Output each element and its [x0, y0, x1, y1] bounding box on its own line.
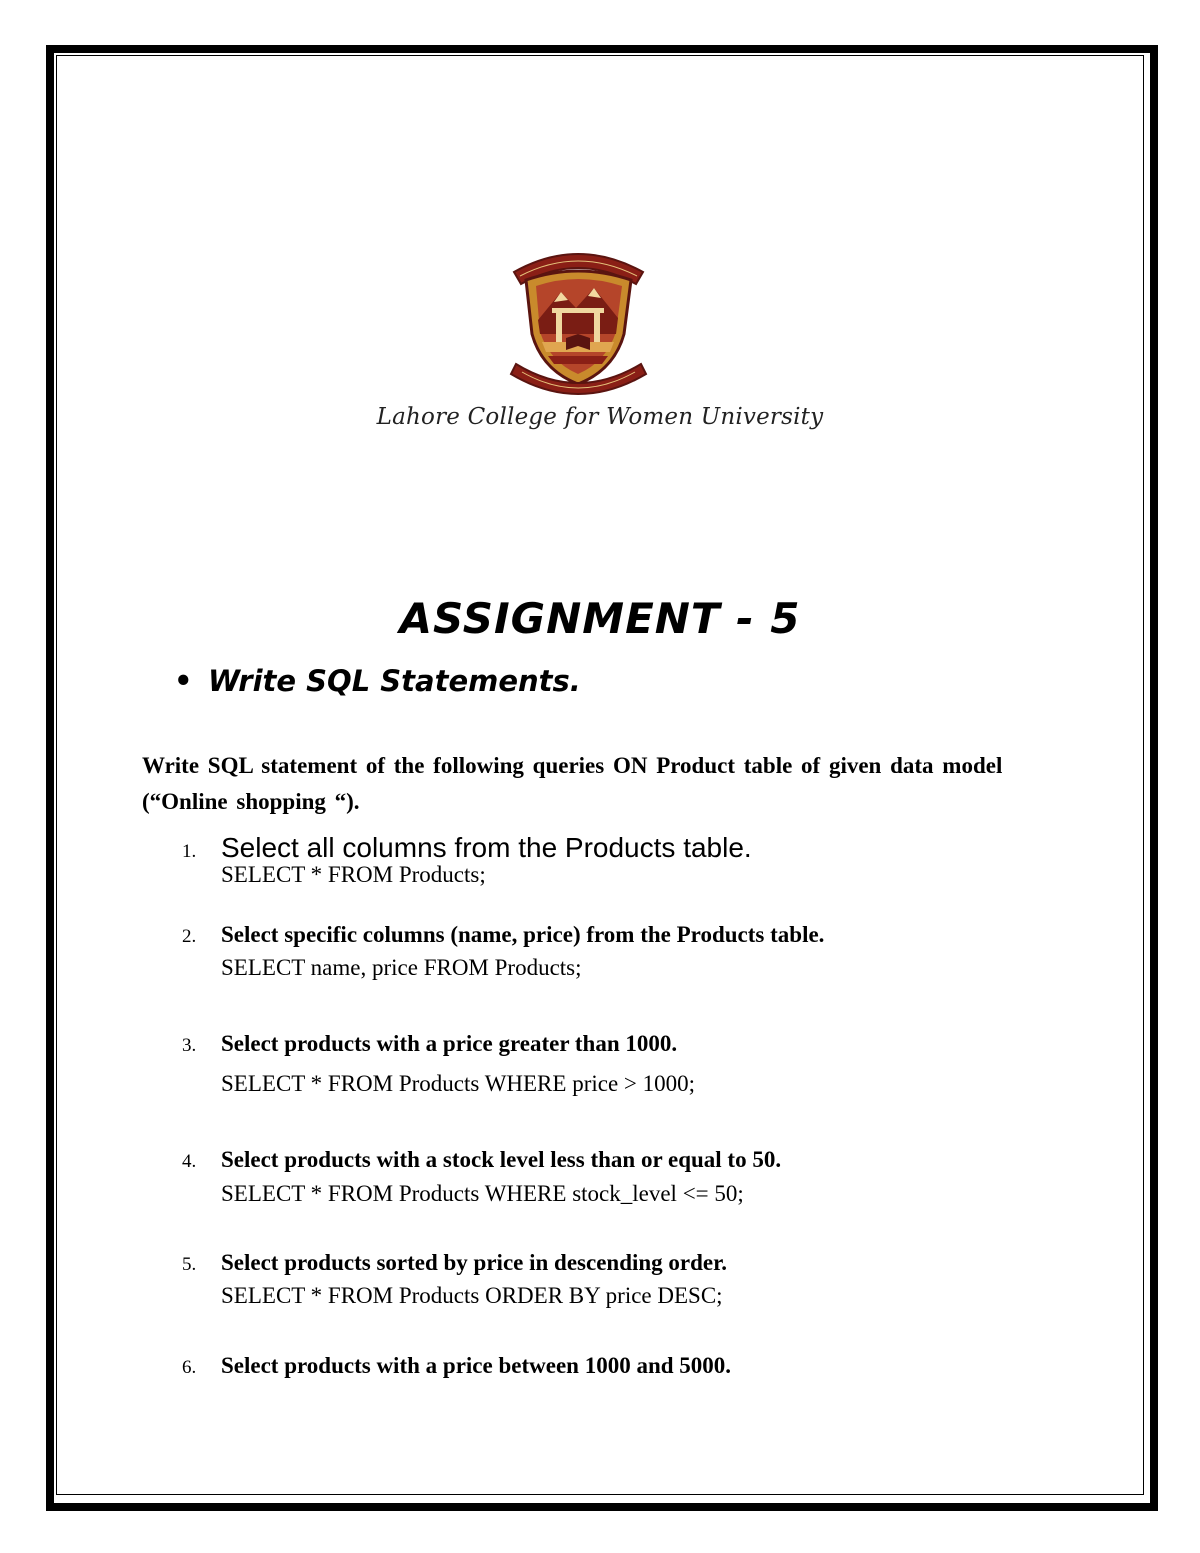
question-text: Select products with a price greater than 1000. — [221, 1031, 678, 1056]
question-number: 6. — [182, 1357, 197, 1378]
question-text: Select specific columns (name, price) from the Products table. — [221, 922, 825, 947]
question-text: Select products with a price between 1000 and 5000. — [221, 1353, 732, 1378]
question-number: 5. — [182, 1254, 197, 1275]
sql-answer: SELECT * FROM Products ORDER BY price DESC; — [221, 1283, 723, 1308]
intro-paragraph: Write SQL statement of the following queries ON Product table of given data model (“Online shopping “). — [142, 753, 1003, 814]
question-text: Select all columns from the Products table. — [221, 832, 752, 863]
question-number: 3. — [182, 1035, 197, 1056]
university-name: Lahore College for Women University — [376, 404, 824, 430]
question-number: 1. — [182, 841, 197, 862]
bullet-text: Write SQL Statements. — [208, 664, 581, 698]
university-crest-icon — [506, 242, 651, 398]
bullet-icon: • — [174, 664, 193, 698]
question-number: 2. — [182, 926, 197, 947]
question-text: Select products with a stock level less than or equal to 50. — [221, 1147, 782, 1172]
assignment-title: ASSIGNMENT - 5 — [399, 594, 801, 643]
sql-answer: SELECT * FROM Products WHERE price > 1000; — [221, 1071, 696, 1096]
sql-answer: SELECT * FROM Products WHERE stock_level <= 50; — [221, 1181, 744, 1206]
question-text: Select products sorted by price in descending order. — [221, 1250, 727, 1275]
question-number: 4. — [182, 1151, 197, 1172]
sql-answer: SELECT * FROM Products; — [221, 862, 486, 887]
bullet-item — [174, 664, 581, 698]
sql-answer: SELECT name, price FROM Products; — [221, 955, 582, 980]
